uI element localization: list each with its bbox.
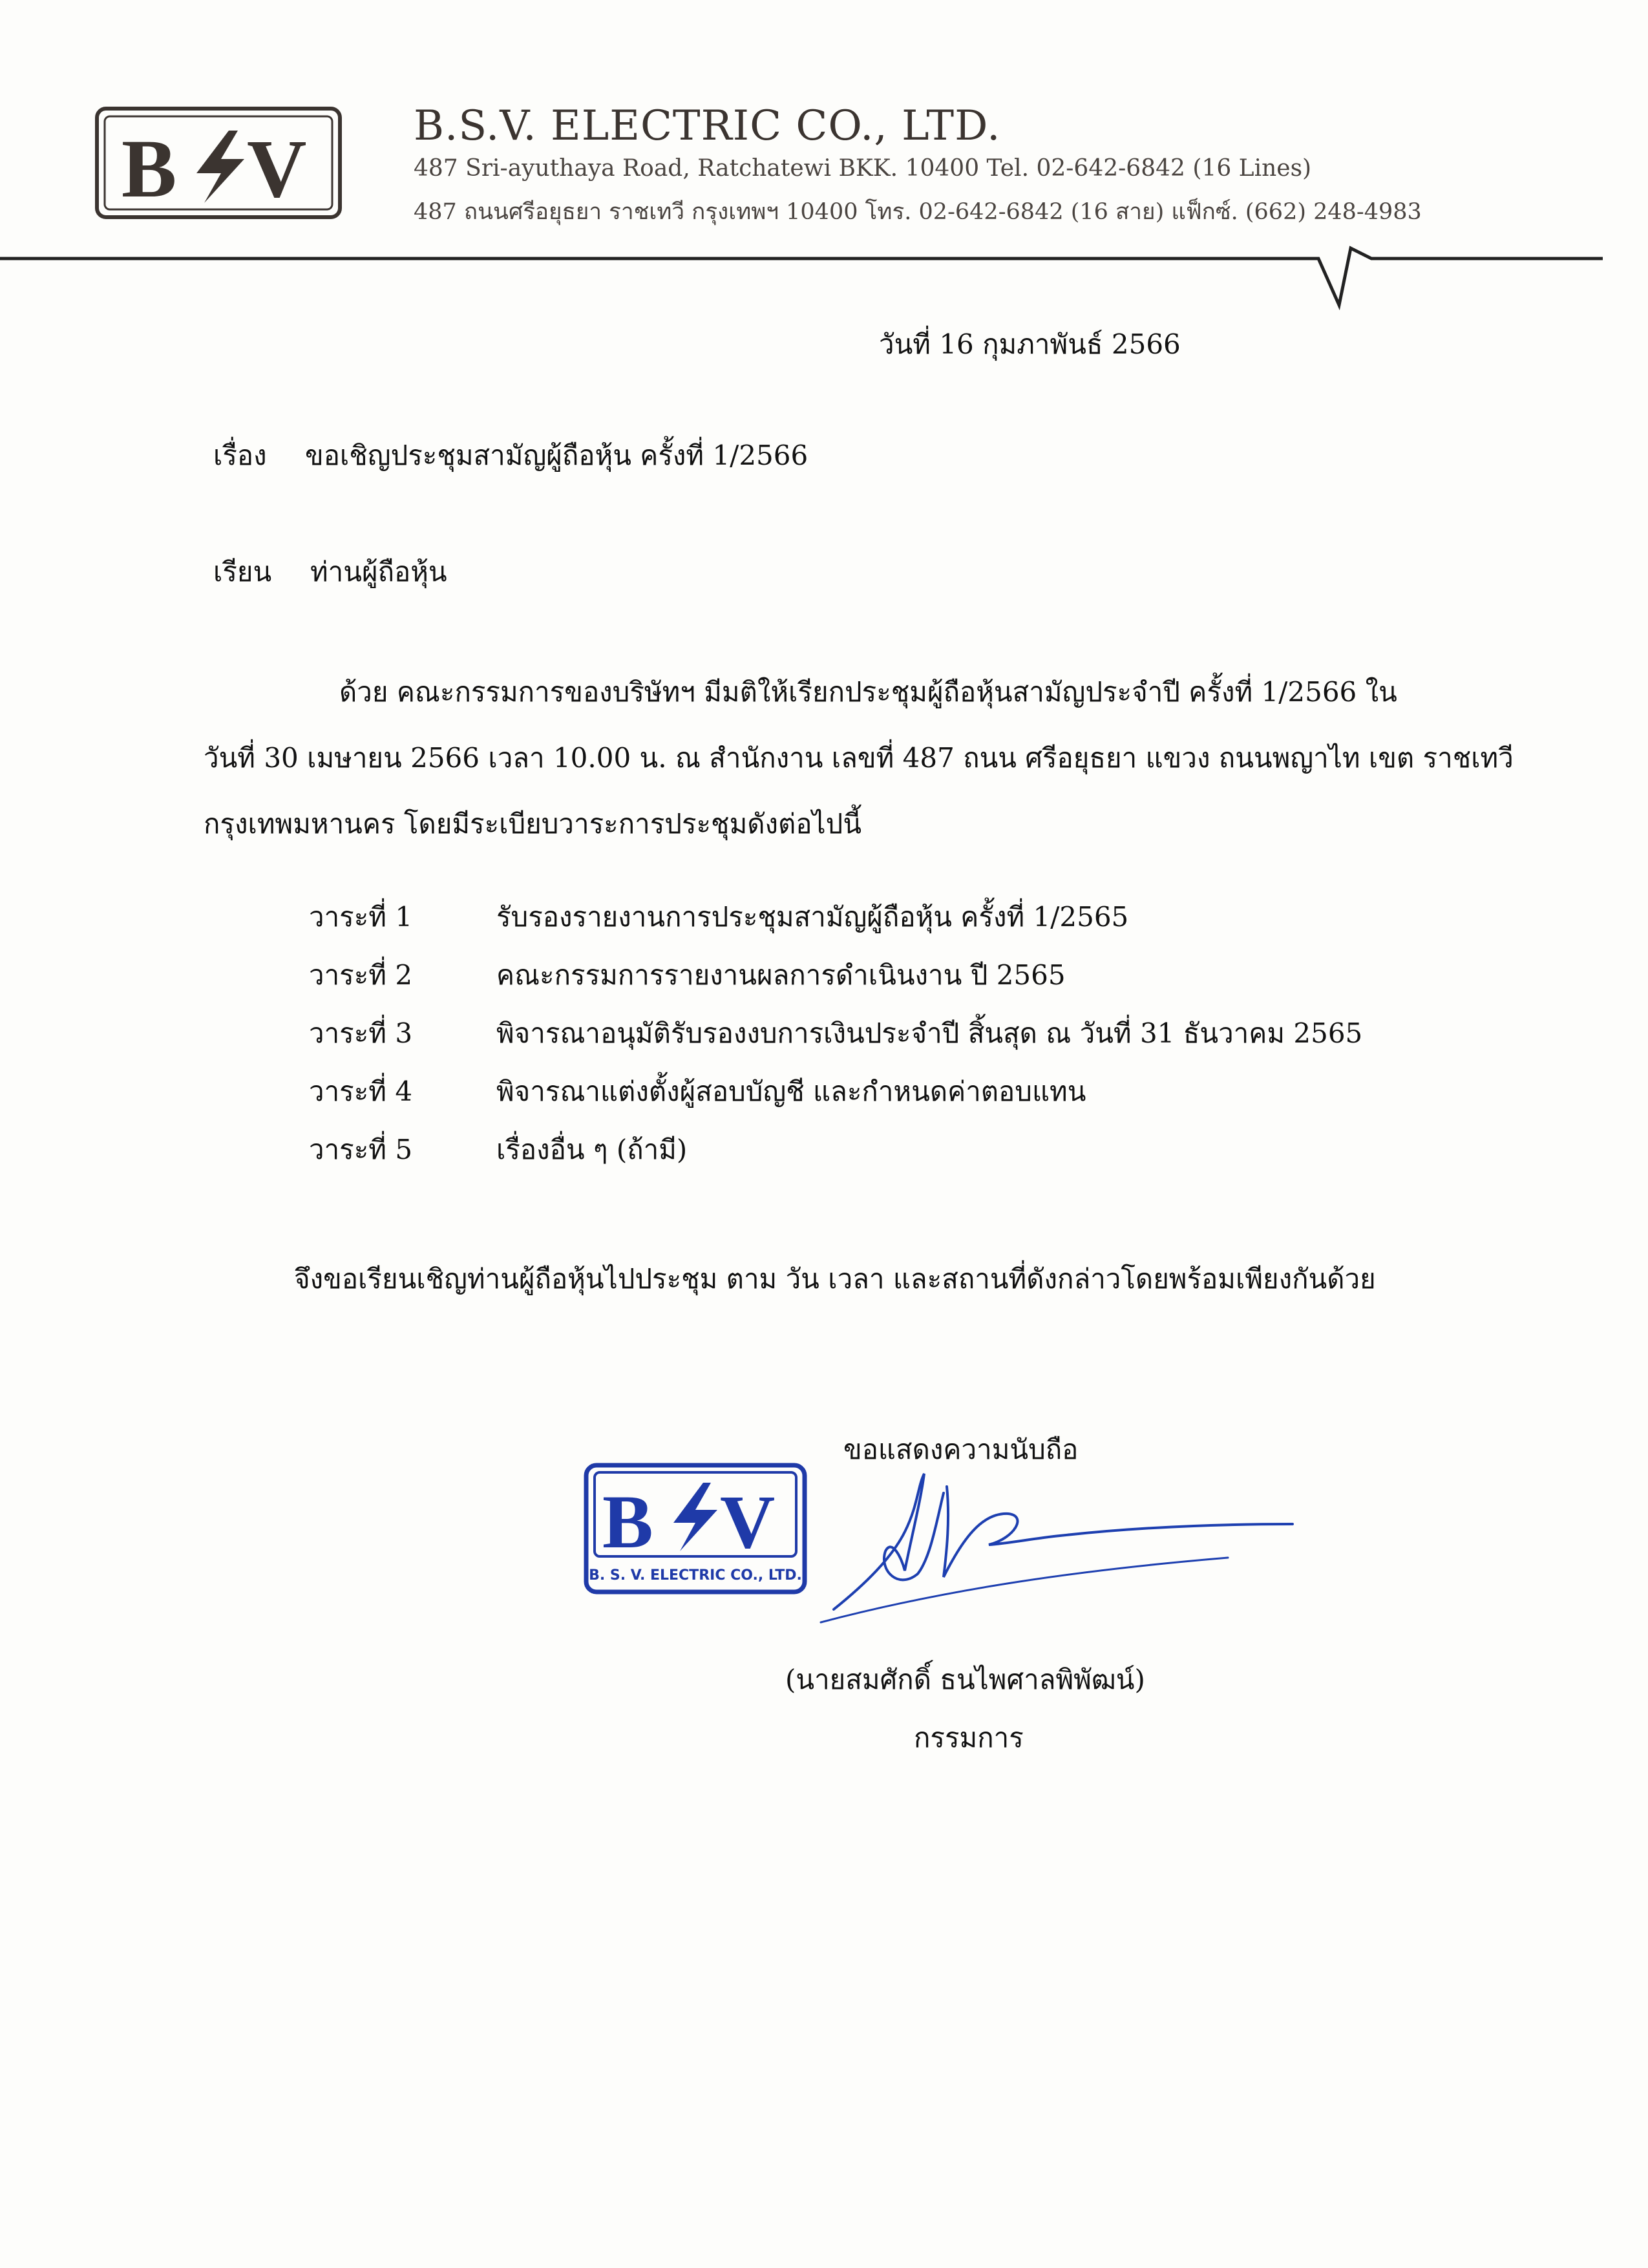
agenda-text: พิจารณาแต่งตั้งผู้สอบบัญชี และกำหนดค่าตอบแทน bbox=[496, 1076, 1086, 1107]
company-logo bbox=[94, 106, 343, 220]
svg-text:B: B bbox=[121, 123, 177, 215]
svg-text:V: V bbox=[720, 1479, 776, 1564]
agenda-item bbox=[309, 1070, 1362, 1129]
paragraph-line: ด้วย คณะกรรมการของบริษัทฯ มีมติให้เรียกประชุมผู้ถือหุ้นสามัญประจำปี ครั้งที่ 1/2566 ใน bbox=[339, 676, 1397, 708]
recipient-label: เรียน bbox=[213, 556, 272, 588]
subject-label: เรื่อง bbox=[213, 440, 267, 471]
agenda-number: วาระที่ 4 bbox=[309, 1076, 413, 1107]
agenda-item bbox=[309, 896, 1362, 954]
regards-text: ขอแสดงความนับถือ bbox=[843, 1434, 1079, 1465]
stamp-caption: B. S. V. ELECTRIC CO., LTD. bbox=[589, 1567, 802, 1584]
agenda-text: พิจารณาอนุมัติรับรองงบการเงินประจำปี สิ้นสุด ณ วันที่ 31 ธันวาคม 2565 bbox=[496, 1017, 1363, 1049]
agenda-text: เรื่องอื่น ๆ (ถ้ามี) bbox=[496, 1134, 688, 1165]
subject-text: ขอเชิญประชุมสามัญผู้ถือหุ้น ครั้งที่ 1/2566 bbox=[305, 440, 808, 471]
agenda-item bbox=[309, 954, 1362, 1012]
svg-text:B: B bbox=[602, 1479, 653, 1564]
handwritten-signature bbox=[814, 1461, 1305, 1629]
closing-sentence: จึงขอเรียนเชิญท่านผู้ถือหุ้นไปประชุม ตาม วัน เวลา และสถานที่ดังกล่าวโดยพร้อมเพียงกันด้วย bbox=[294, 1263, 1376, 1295]
agenda-item bbox=[309, 1129, 1362, 1187]
agenda-number: วาระที่ 1 bbox=[309, 901, 413, 933]
signer-name: (นายสมศักดิ์ ธนไพศาลพิพัฒน์) bbox=[785, 1664, 1145, 1695]
agenda-text: คณะกรรมการรายงานผลการดำเนินงาน ปี 2565 bbox=[496, 959, 1066, 991]
svg-text:V: V bbox=[247, 123, 307, 215]
letterhead-divider bbox=[0, 233, 1648, 317]
body-paragraph bbox=[204, 659, 1514, 857]
paragraph-line: วันที่ 30 เมษายน 2566 เวลา 10.00 น. ณ สำนักงาน เลขที่ 487 ถนน ศรีอยุธยา แขวง ถนนพญาไท เขต ราชเทวี bbox=[204, 742, 1514, 774]
signer-title: กรรมการ bbox=[914, 1722, 1024, 1754]
agenda-number: วาระที่ 5 bbox=[309, 1134, 413, 1165]
agenda-item bbox=[309, 1012, 1362, 1070]
paragraph-line: กรุงเทพมหานคร โดยมีระเบียบวาระการประชุมดังต่อไปนี้ bbox=[204, 808, 862, 840]
agenda-text: รับรองรายงานการประชุมสามัญผู้ถือหุ้น ครั้งที่ 1/2565 bbox=[496, 901, 1129, 933]
letter-date: วันที่ 16 กุมภาพันธ์ 2566 bbox=[879, 328, 1181, 360]
agenda-number: วาระที่ 2 bbox=[309, 959, 413, 991]
company-address-en: 487 Sri-ayuthaya Road, Ratchatewi BKK. 10400 Tel. 02-642-6842 (16 Lines) bbox=[414, 155, 1312, 182]
agenda-list bbox=[309, 896, 1362, 1187]
company-stamp bbox=[583, 1462, 808, 1595]
company-name: B.S.V. ELECTRIC CO., LTD. bbox=[414, 102, 1001, 150]
agenda-number: วาระที่ 3 bbox=[309, 1017, 413, 1049]
recipient-text: ท่านผู้ถือหุ้น bbox=[310, 556, 447, 588]
company-address-th: 487 ถนนศรีอยุธยา ราชเทวี กรุงเทพฯ 10400 โทร. 02-642-6842 (16 สาย) แฟ็กซ์. (662) 248-4983 bbox=[414, 199, 1422, 225]
